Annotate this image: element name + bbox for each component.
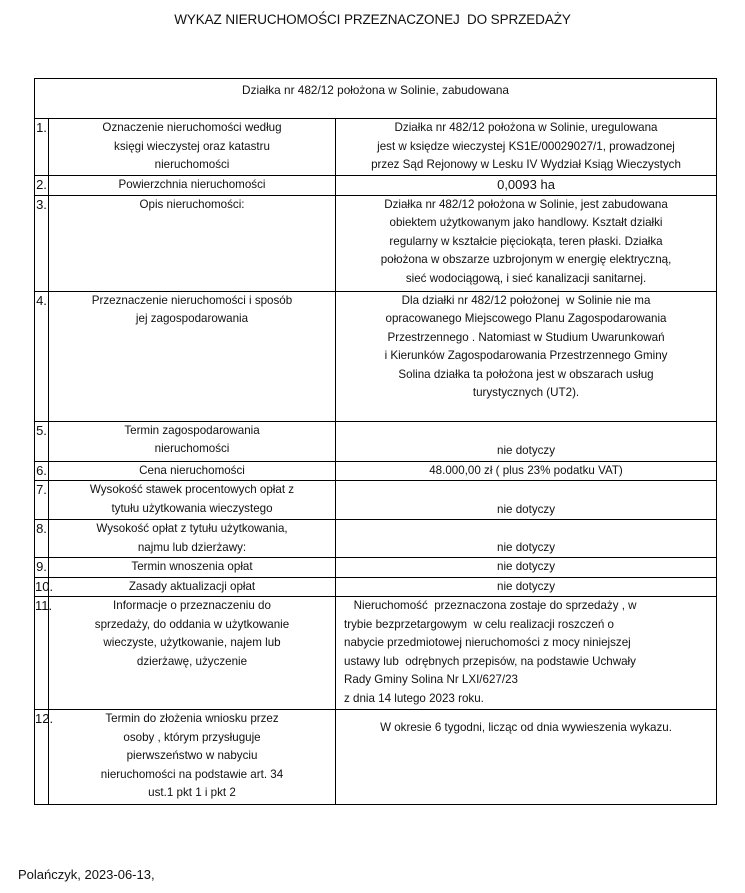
row-value-line: Działka nr 482/12 położona w Solinie, jest zabudowana: [384, 197, 668, 211]
table-row: [35, 710, 717, 805]
row-label: [49, 119, 336, 176]
table-row: [35, 577, 717, 597]
row-label-line: Informacje o przeznaczeniu do: [113, 599, 271, 612]
row-label: [49, 421, 336, 461]
row-value-line: położona w obszarze uzbrojonym w energię elektryczną,: [380, 253, 672, 266]
table-row: [35, 558, 717, 578]
row-value-line: Dla działki nr 482/12 położonej w Solinie nie ma: [401, 293, 651, 307]
table-row: [35, 291, 717, 421]
row-value: [336, 421, 717, 461]
row-value-line: jest w księdze wieczystej KS1E/00029027/1, prowadzonej: [377, 139, 675, 153]
row-label-line: Powierzchnia nieruchomości: [118, 177, 266, 191]
table-row: [35, 119, 717, 176]
row-value: [336, 577, 717, 597]
row-label-line: wieczyste, użytkowanie, najem lub: [103, 636, 281, 649]
row-label-line: Termin zagospodarowania: [124, 423, 260, 437]
row-value-line: 48.000,00 zł ( plus 23% podatku VAT): [429, 463, 623, 477]
row-value: [336, 597, 717, 710]
row-label: [49, 520, 336, 558]
row-value-line: regularny w kształcie pięciokąta, teren płaski. Działka: [389, 234, 663, 248]
row-value-line: Działka nr 482/12 położona w Solinie, uregulowana: [394, 121, 658, 134]
row-label-line: Wysokość stawek procentowych opłat z: [89, 483, 295, 496]
row-number: 4.: [35, 291, 49, 421]
row-value-line: Solina działka ta położona jest w obszarach usług: [398, 367, 654, 381]
row-value-line: obiektem użytkowanym jako handlowy. Kształt działki: [389, 216, 663, 229]
row-value-line: przez Sąd Rejonowy w Lesku IV Wydział Ksiąg Wieczystych: [371, 158, 681, 171]
row-label-line: księgi wieczystej oraz katastru: [114, 139, 270, 153]
row-value-line: turystycznych (UT2).: [472, 386, 580, 399]
row-number: 7.: [35, 481, 49, 520]
row-label: [49, 175, 336, 195]
row-label-line: osoby , którym przysługuje: [123, 730, 261, 744]
row-label-line: tytułu użytkowania wieczystego: [111, 501, 273, 515]
row-label: [49, 710, 336, 805]
row-number: 2.: [35, 175, 49, 195]
row-value-line: sieć wodociągową, i sieć kanalizacji sanitarnej.: [405, 271, 647, 285]
row-label: [49, 461, 336, 481]
row-value-line: nie dotyczy: [497, 444, 556, 457]
row-label-line: Oznaczenie nieruchomości według: [102, 121, 282, 134]
table-row: [35, 461, 717, 481]
row-label-line: nieruchomości na podstawie art. 34: [100, 767, 284, 781]
row-value: [336, 291, 717, 421]
row-number: 6.: [35, 461, 49, 481]
row-value: [336, 481, 717, 520]
row-value-line: W okresie 6 tygodni, licząc od dnia wywieszenia wykazu.: [380, 721, 672, 734]
row-label-line: nieruchomości: [154, 158, 230, 171]
row-label: [49, 195, 336, 291]
row-label-line: ust.1 pkt 1 i pkt 2: [148, 786, 236, 799]
row-number: 12.: [35, 710, 49, 805]
row-label: [49, 597, 336, 710]
table-row: [35, 175, 717, 195]
row-value: [336, 558, 717, 578]
row-label-line: Termin wnoszenia opłat: [131, 560, 253, 573]
row-label-line: sprzedaży, do oddania w użytkowanie: [94, 617, 290, 631]
row-value-line: 0,0093 ha: [497, 176, 555, 192]
table-row: [35, 421, 717, 461]
row-label-line: Wysokość opłat z tytułu użytkowania,: [96, 522, 288, 535]
row-label-line: najmu lub dzierżawy:: [137, 540, 247, 554]
row-value-line: nie dotyczy: [497, 540, 556, 554]
row-label: [49, 577, 336, 597]
row-label-line: Cena nieruchomości: [139, 463, 245, 477]
row-number: 11.: [35, 597, 49, 710]
row-value: [336, 520, 717, 558]
row-number: 1.: [35, 119, 49, 176]
row-label-line: pierwszeństwo w nabyciu: [126, 749, 258, 762]
row-value: [336, 710, 717, 805]
row-value: [336, 195, 717, 291]
row-value-line: Przestrzennego . Natomiast w Studium Uwarunkowań: [387, 330, 665, 344]
row-value-line: i Kierunków Zagospodarowania Przestrzennego Gminy: [384, 349, 668, 362]
row-value-line: z dnia 14 lutego 2023 roku.: [344, 691, 484, 705]
row-value-line: nie dotyczy: [497, 579, 556, 593]
row-label: [49, 481, 336, 520]
row-number: 10.: [35, 577, 49, 597]
row-label-line: jej zagospodarowania: [135, 312, 249, 325]
table-row: [35, 481, 717, 520]
row-value-line: opracowanego Miejscowego Planu Zagospodarowania: [385, 312, 667, 325]
row-value-line: trybie bezprzetargowym w celu realizacji roszczeń o: [344, 617, 614, 631]
table-header-row: [35, 79, 717, 119]
row-value-line: [336, 710, 716, 719]
row-value-line: nie dotyczy: [497, 502, 556, 516]
row-label-line: Opis nieruchomości:: [139, 197, 245, 211]
row-number: 9.: [35, 558, 49, 578]
row-value-line: ustawy lub odrębnych przepisów, na podstawie Uchwały: [344, 654, 636, 668]
row-label-line: dzierżawę, użyczenie: [136, 654, 248, 668]
row-label-line: Przeznaczenie nieruchomości i sposób: [91, 293, 293, 307]
row-value: [336, 175, 717, 195]
table-row: [35, 597, 717, 710]
row-value-line: Nieruchomość przeznaczona zostaje do sprzedaży , w: [344, 599, 637, 612]
row-number: 5.: [35, 421, 49, 461]
row-label-line: Termin do złożenia wniosku przez: [105, 712, 279, 725]
row-label: [49, 291, 336, 421]
place-date: Polańczyk, 2023-06-13,: [18, 867, 155, 882]
row-value: [336, 119, 717, 176]
table-row: [35, 195, 717, 291]
row-value-line: nabycie przedmiotowej nieruchomości z mocy niniejszej: [344, 636, 631, 649]
row-label: [49, 558, 336, 578]
row-label-line: nieruchomości: [154, 442, 230, 455]
row-number: 3.: [35, 195, 49, 291]
property-table: [34, 78, 717, 805]
row-value: [336, 461, 717, 481]
table-row: [35, 520, 717, 558]
row-value-line: nie dotyczy: [497, 560, 556, 573]
document-title: WYKAZ NIERUCHOMOŚCI PRZEZNACZONEJ DO SPRZEDAŻY: [174, 12, 571, 27]
table-header: Działka nr 482/12 położona w Solinie, zabudowana: [35, 79, 717, 119]
row-label-line: Zasady aktualizacji opłat: [128, 579, 256, 593]
row-number: 8.: [35, 520, 49, 558]
row-value-line: Rady Gminy Solina Nr LXI/627/23: [344, 673, 518, 686]
